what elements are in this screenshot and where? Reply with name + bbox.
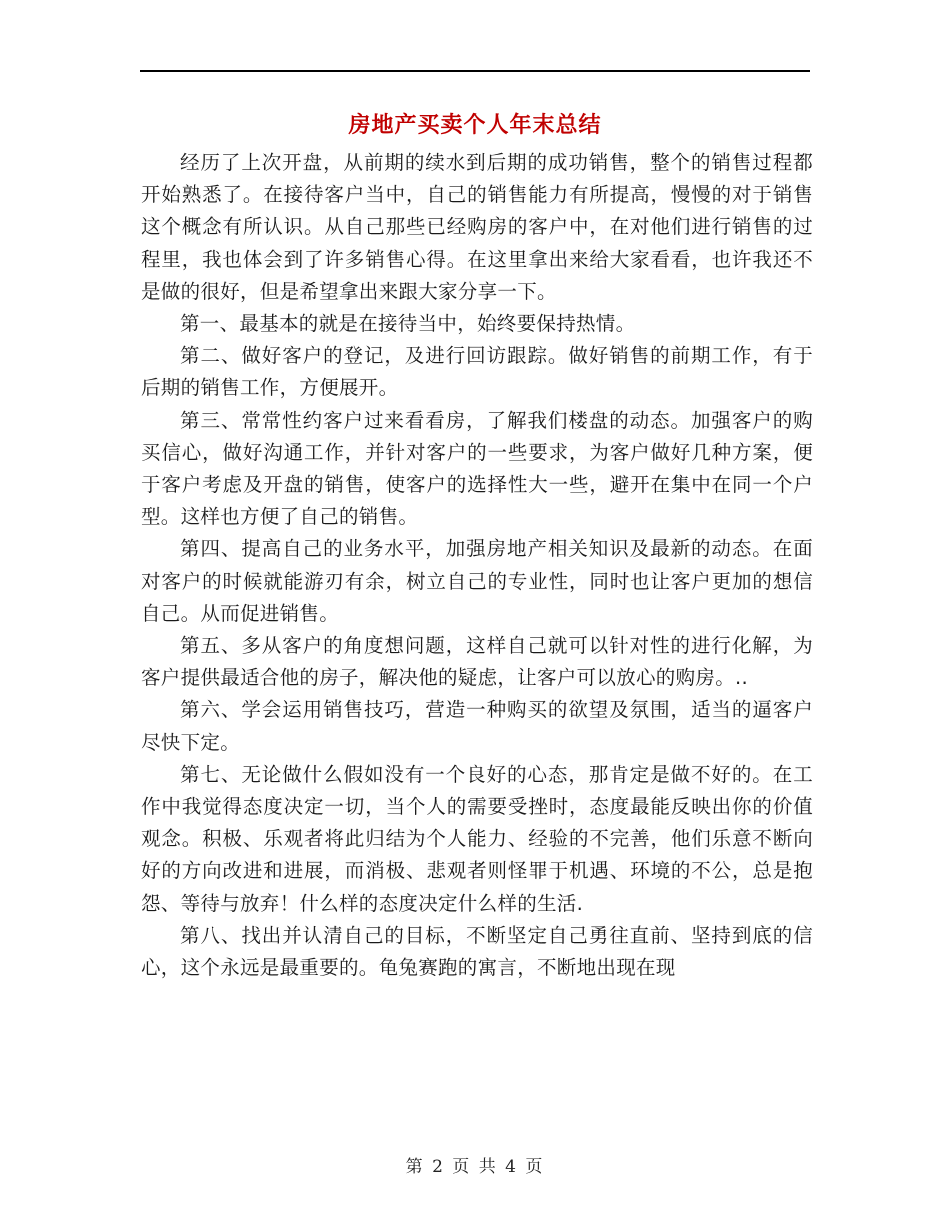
paragraph-point-2: 第二、做好客户的登记，及进行回访跟踪。做好销售的前期工作，有于后期的销售工作，方便展开。 xyxy=(141,344,813,400)
paragraph-point-5: 第五、多从客户的角度想问题，这样自己就可以针对性的进行化解，为客户提供最适合他的房子，解决他的疑虑，让客户可以放心的购房。.. xyxy=(141,634,813,690)
paragraph-point-3: 第三、常常性约客户过来看看房，了解我们楼盘的动态。加强客户的购买信心，做好沟通工作，并针对客户的一些要求，为客户做好几种方案，便于客户考虑及开盘的销售，使客户的选择性大一些，避开在集中在同一个户型。这样也方便了自己的销售。 xyxy=(141,408,813,529)
paragraph-intro: 经历了上次开盘，从前期的续水到后期的成功销售，整个的销售过程都开始熟悉了。在接待客户当中，自己的销售能力有所提高，慢慢的对于销售这个概念有所认识。从自己那些已经购房的客户中，在对他们进行销售的过程里，我也体会到了许多销售心得。在这里拿出来给大家看看，也许我还不是做的很好，但是希望拿出来跟大家分享一下。 xyxy=(141,151,813,303)
paragraph-point-6: 第六、学会运用销售技巧，营造一种购买的欲望及氛围，适当的逼客户尽快下定。 xyxy=(141,698,813,754)
paragraph-point-1: 第一、最基本的就是在接待当中，始终要保持热情。 xyxy=(180,312,636,336)
paragraph-point-4: 第四、提高自己的业务水平，加强房地产相关知识及最新的动态。在面对客户的时候就能游刃有余，树立自己的专业性，同时也让客户更加的想信自己。从而促进销售。 xyxy=(141,537,813,625)
paragraph-point-8: 第八、找出并认清自己的目标，不断坚定自己勇往直前、坚持到底的信心，这个永远是最重要的。龟兔赛跑的寓言，不断地出现在现 xyxy=(141,923,813,980)
document-body xyxy=(141,147,813,984)
paragraph-point-7: 第七、无论做什么假如没有一个良好的心态，那肯定是做不好的。在工作中我觉得态度决定一切，当个人的需要受挫时，态度最能反映出你的价值观念。积极、乐观者将此归结为个人能力、经验的不完善，他们乐意不断向好的方向改进和进展，而消极、悲观者则怪罪于机遇、环境的不公，总是抱怨、等待与放弃！什么样的态度决定什么样的生活. xyxy=(141,762,813,915)
page-number-footer: 第 2 页 共 4 页 xyxy=(405,1157,545,1177)
header-rule xyxy=(140,70,810,72)
document-title: 房地产买卖个人年末总结 xyxy=(348,113,602,138)
